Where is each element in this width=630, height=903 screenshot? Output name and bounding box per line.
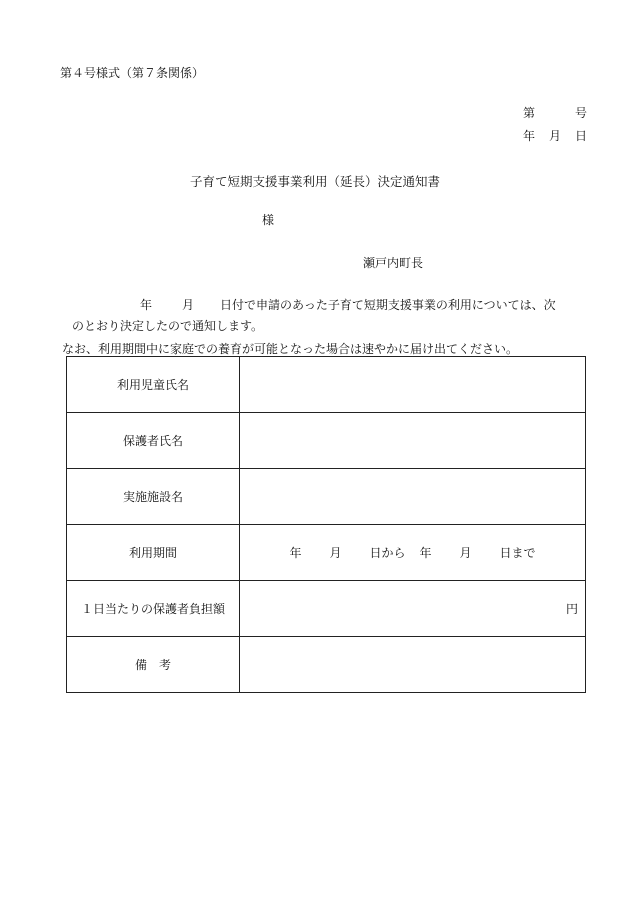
daily-fee-field[interactable] xyxy=(240,581,586,637)
period-to-year: 年 xyxy=(419,546,432,560)
table-row xyxy=(67,581,586,637)
document-number xyxy=(523,104,587,121)
table-row xyxy=(67,413,586,469)
facility-name-label: 実施施設名 xyxy=(67,469,240,525)
doc-number-suffix: 号 xyxy=(574,106,587,120)
child-name-label: 利用児童氏名 xyxy=(67,357,240,413)
date-month: 月 xyxy=(548,129,561,143)
table-row xyxy=(67,637,586,693)
document-date xyxy=(523,127,587,144)
issuer-name: 瀬戸内町長 xyxy=(363,256,424,270)
date-year: 年 xyxy=(523,129,536,143)
date-day: 日 xyxy=(574,129,587,143)
facility-name-field[interactable] xyxy=(240,469,586,525)
form-number: 第４号様式（第７条関係） xyxy=(60,66,205,80)
usage-period-label: 利用期間 xyxy=(67,525,240,581)
body-year: 年 xyxy=(140,298,153,312)
body-month: 月 xyxy=(182,298,195,312)
child-name-field[interactable] xyxy=(240,357,586,413)
table-row xyxy=(67,469,586,525)
yen-unit: 円 xyxy=(565,602,578,616)
body-line-2: のとおり決定したので通知します。 xyxy=(72,319,264,333)
period-from-month: 月 xyxy=(329,546,342,560)
period-from-year: 年 xyxy=(289,546,302,560)
daily-fee-label: １日当たりの保護者負担額 xyxy=(67,581,240,637)
period-to-month: 月 xyxy=(459,546,472,560)
addressee-suffix: 様 xyxy=(262,213,275,227)
table-row xyxy=(67,525,586,581)
body-line-1 xyxy=(140,296,556,313)
remarks-field[interactable] xyxy=(240,637,586,693)
remarks-label: 備 考 xyxy=(67,637,240,693)
table-row xyxy=(67,357,586,413)
body-line-3: なお、利用期間中に家庭での養育が可能となった場合は速やかに届け出てください。 xyxy=(62,342,519,356)
period-from-day: 日から xyxy=(369,546,406,560)
guardian-name-field[interactable] xyxy=(240,413,586,469)
details-table xyxy=(66,356,586,693)
guardian-name-label: 保護者氏名 xyxy=(67,413,240,469)
body-line-1-text: 日付で申請のあった子育て短期支援事業の利用については、次 xyxy=(220,298,556,312)
doc-number-prefix: 第 xyxy=(523,106,536,120)
usage-period-field[interactable] xyxy=(240,525,586,581)
period-to-day: 日まで xyxy=(499,546,536,560)
document-title: 子育て短期支援事業利用（延長）決定通知書 xyxy=(190,174,441,189)
